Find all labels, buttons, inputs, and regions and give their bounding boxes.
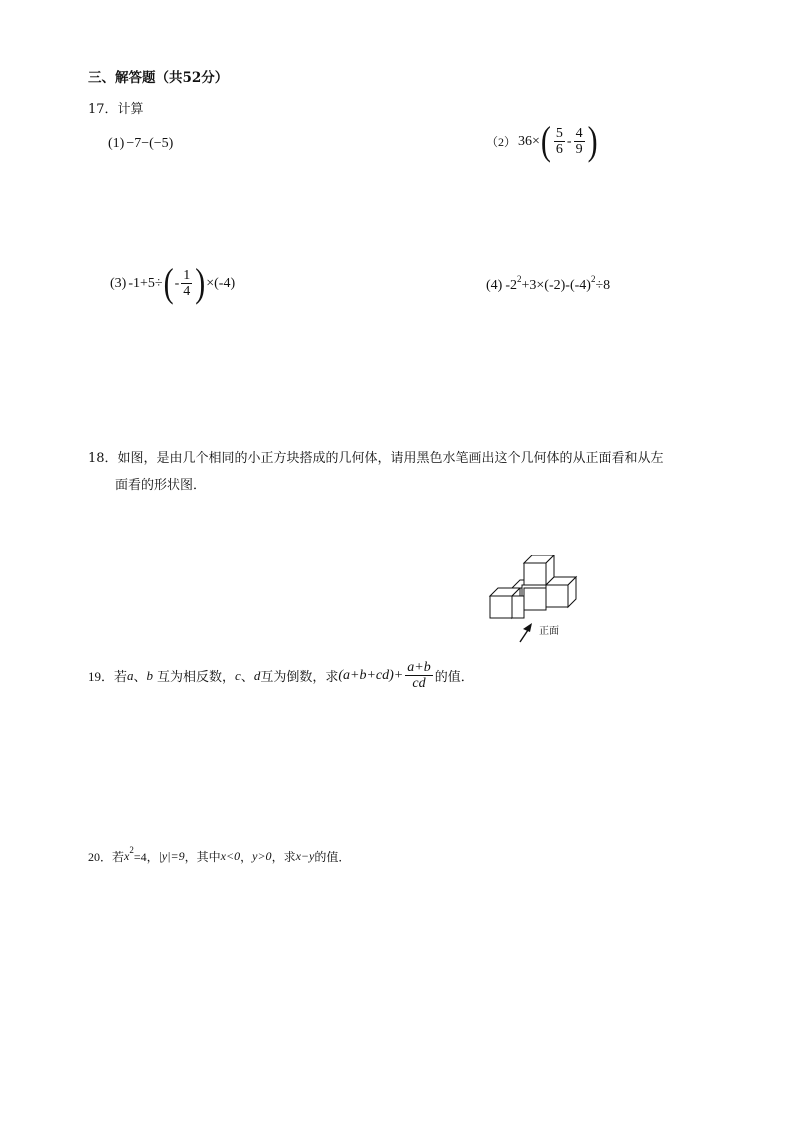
var-c: c xyxy=(235,667,241,683)
q20-cond1: =4， xyxy=(133,850,159,864)
var-b: b xyxy=(146,667,154,683)
q18-line1: 18．如图，是由几个相同的小正方块搭成的几何体，请用黑色水笔画出这个几何体的从正面看和从左 xyxy=(88,451,664,466)
section-title: 三、解答题（共52分） xyxy=(88,70,229,86)
q17-part4-term-b: +3×(-2)-(-4) xyxy=(521,278,591,293)
exponent: 2 xyxy=(517,274,522,284)
q17-part4-label: (4) xyxy=(486,278,503,293)
q17-part2-label: （2） xyxy=(486,135,517,149)
q17-part3-lead: -1+5÷ xyxy=(128,275,163,291)
q19-text: 互为倒数，求 xyxy=(260,669,339,684)
separator: 、 xyxy=(240,669,254,684)
frac-num: 1 xyxy=(183,268,191,283)
separator: ， xyxy=(240,850,253,864)
q20-cond3: x<0 xyxy=(220,849,241,863)
cube-front-face xyxy=(524,563,546,585)
frac-num: a+b xyxy=(407,660,431,675)
q17-part4-term-c: ÷8 xyxy=(595,278,611,293)
q17-part2 xyxy=(486,118,599,164)
frac-num: 5 xyxy=(555,126,563,141)
q19-expr: (a+b+cd)+ xyxy=(338,667,404,683)
q20-text: ，其中 xyxy=(184,850,221,864)
minus-sign: - xyxy=(566,133,572,149)
q20 xyxy=(88,844,351,865)
frac-den: 4 xyxy=(183,284,191,299)
q17-part4-term-a: -2 xyxy=(505,278,517,293)
q20-cond4: y>0 xyxy=(252,849,272,863)
q20-prefix: 20．若 xyxy=(88,850,125,864)
q17-part1-label: (1) xyxy=(108,136,125,151)
frac-den: 9 xyxy=(575,142,583,157)
cube-front-face xyxy=(546,585,568,607)
fraction-5-6 xyxy=(554,126,565,157)
q19-prefix: 19．若 xyxy=(88,669,128,684)
right-paren: ) xyxy=(195,260,206,306)
fraction-4-9 xyxy=(574,126,585,157)
var-d: d xyxy=(253,667,261,683)
frac-num: 4 xyxy=(575,126,583,141)
left-paren: ( xyxy=(540,118,551,164)
fraction-apb-over-cd xyxy=(405,660,432,691)
q17-part3 xyxy=(110,260,236,306)
q17-part3-label: (3) xyxy=(110,275,127,291)
negative-sign: - xyxy=(174,275,180,291)
q17-part3-tail: ×(-4) xyxy=(206,275,236,291)
q19 xyxy=(88,660,474,691)
q20-text: ，求 xyxy=(271,850,296,864)
frac-den: cd xyxy=(412,676,426,691)
var-x: x xyxy=(124,849,130,863)
right-paren: ) xyxy=(587,118,598,164)
exponent: 2 xyxy=(129,844,134,855)
separator: 、 xyxy=(133,669,147,684)
q17-part1-expr: −7−(−5) xyxy=(126,136,174,151)
fraction-1-4 xyxy=(181,268,192,299)
figure-label: 正面 xyxy=(539,626,559,637)
q17-part4 xyxy=(486,274,611,294)
q17-stem: 17．计算 xyxy=(88,102,144,117)
q20-cond2: |y|=9 xyxy=(158,849,185,863)
q17-part1 xyxy=(108,136,173,152)
exponent: 2 xyxy=(590,274,596,284)
q19-suffix: 的值． xyxy=(434,669,474,684)
var-a: a xyxy=(127,667,134,683)
frac-den: 6 xyxy=(555,142,563,157)
q20-target: x−y xyxy=(295,849,315,863)
arrow-head xyxy=(523,623,532,632)
left-paren: ( xyxy=(163,260,174,306)
cube-front-face xyxy=(490,596,512,618)
q17-part2-lead: 36× xyxy=(518,133,540,149)
cube-stack-figure xyxy=(486,555,596,645)
q20-suffix: 的值． xyxy=(314,850,351,864)
q18-line2: 面看的形状图． xyxy=(115,478,207,493)
q19-text: 互为相反数， xyxy=(157,669,236,684)
